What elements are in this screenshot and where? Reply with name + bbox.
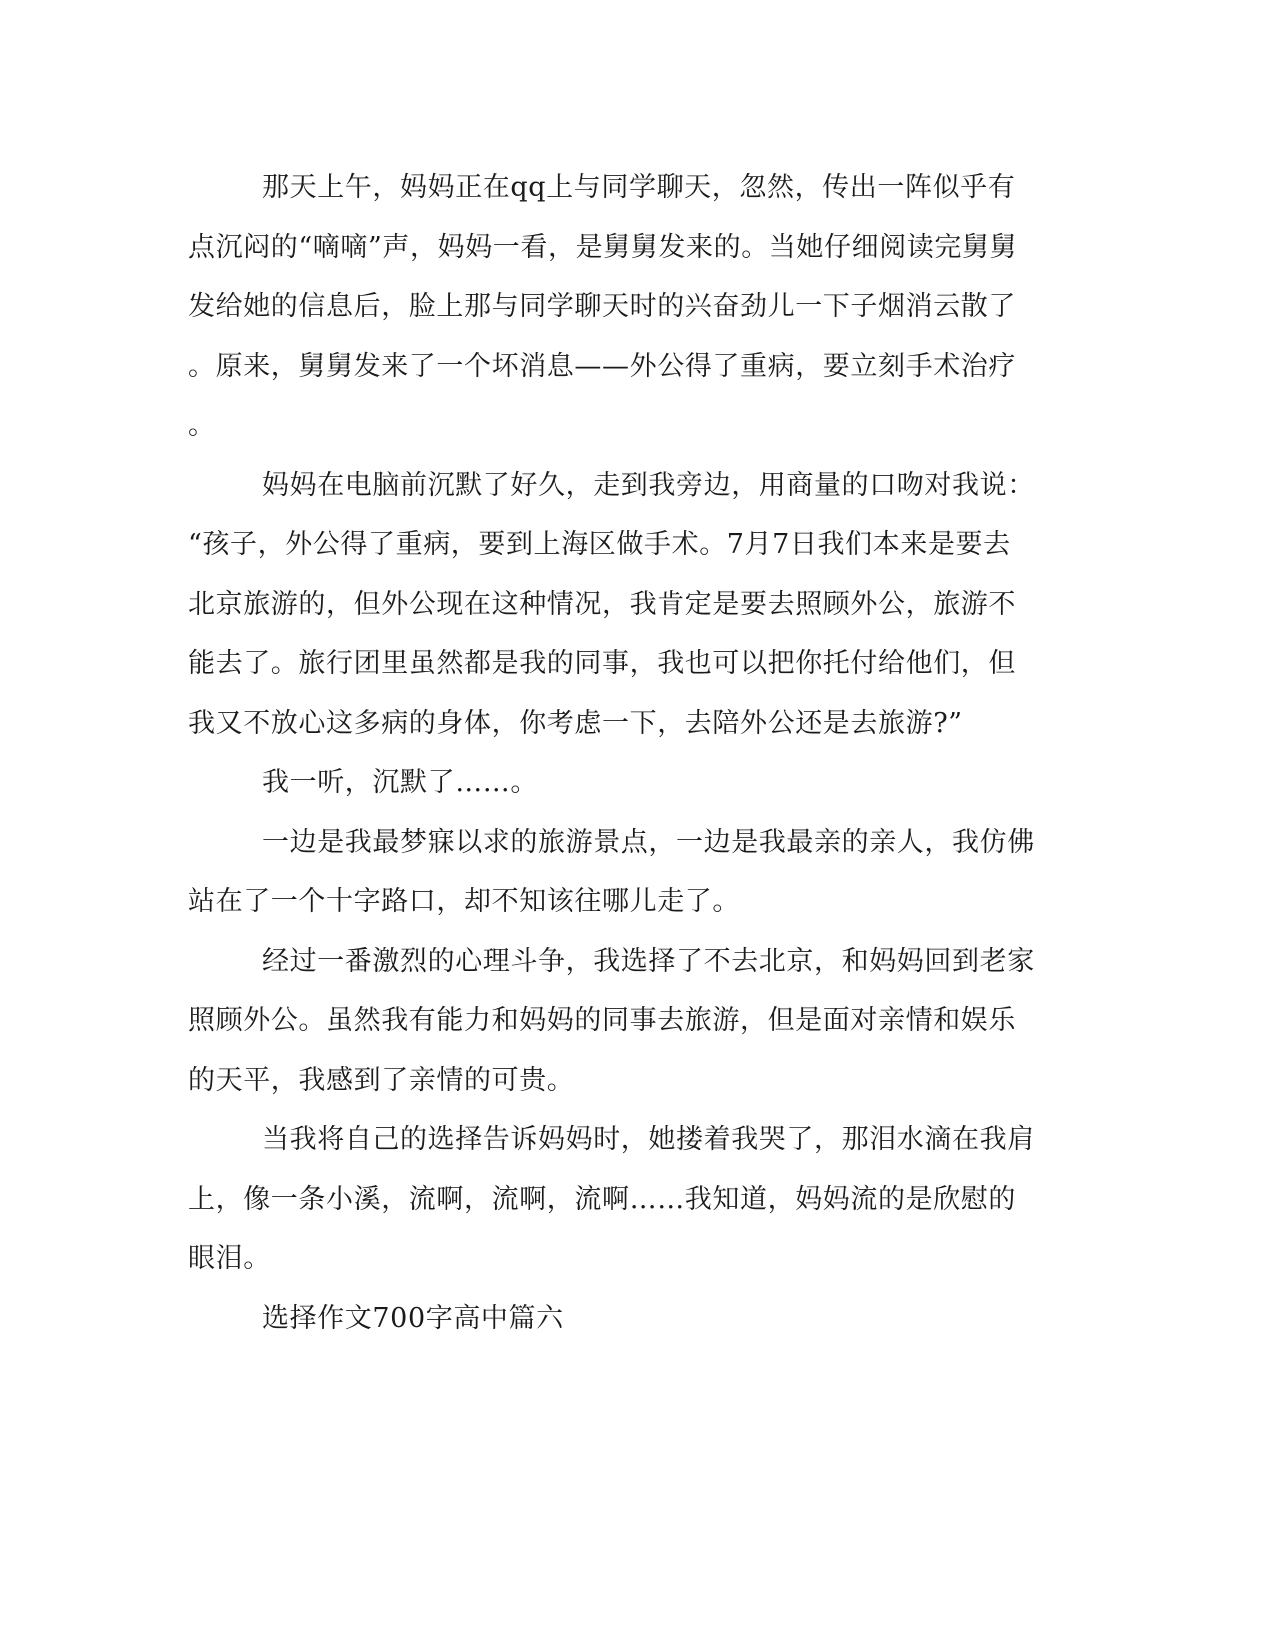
text-line: 北京旅游的，但外公现在这种情况，我肯定是要去照顾外公，旅游不	[188, 588, 1016, 620]
text-line: 。	[188, 410, 216, 441]
paragraph-1	[188, 158, 1068, 456]
paragraph-5	[188, 932, 1068, 1111]
paragraph-3	[188, 753, 1068, 813]
text-line: 。原来，舅舅发来了一个坏消息——外公得了重病，要立刻手术治疗	[188, 350, 1016, 382]
text-line: 发给她的信息后，脸上那与同学聊天时的兴奋劲儿一下子烟消云散了	[188, 291, 1016, 322]
text-line: 妈妈在电脑前沉默了好久，走到我旁边，用商量的口吻对我说：	[262, 469, 1035, 501]
text-line: 一边是我最梦寐以求的旅游景点，一边是我最亲的亲人，我仿佛	[262, 826, 1035, 858]
text-line: 点沉闷的“嘀嘀”声，妈妈一看，是舅舅发来的。当她仔细阅读完舅舅	[188, 231, 1018, 263]
text-line: 经过一番激烈的心理斗争，我选择了不去北京，和妈妈回到老家	[262, 945, 1035, 977]
heading-text: 选择作文700字高中篇六	[262, 1302, 564, 1334]
text-line: 我一听，沉默了……。	[262, 767, 538, 798]
text-line: 上，像一条小溪，流啊，流啊，流啊……我知道，妈妈流的是欣慰的	[188, 1183, 1016, 1215]
text-line: 当我将自己的选择告诉妈妈时，她搂着我哭了，那泪水滴在我肩	[262, 1124, 1035, 1155]
section-heading	[188, 1289, 1068, 1349]
text-line: 照顾外公。虽然我有能力和妈妈的同事去旅游，但是面对亲情和娱乐	[188, 1005, 1016, 1036]
text-line: “孩子，外公得了重病，要到上海区做手术。7月7日我们本来是要去	[188, 529, 1011, 560]
paragraph-4	[188, 813, 1068, 932]
document-body	[188, 158, 1068, 1348]
text-line: 那天上午，妈妈正在qq上与同学聊天，忽然，传出一阵似乎有	[262, 172, 1016, 203]
paragraph-6	[188, 1110, 1068, 1289]
text-line: 眼泪。	[188, 1243, 271, 1274]
text-line: 站在了一个十字路口，却不知该往哪儿走了。	[188, 886, 740, 917]
text-line: 我又不放心这多病的身体，你考虑一下，去陪外公还是去旅游?”	[188, 707, 963, 739]
paragraph-2	[188, 456, 1068, 754]
text-line: 能去了。旅行团里虽然都是我的同事，我也可以把你托付给他们，但	[188, 648, 1016, 679]
text-line: 的天平，我感到了亲情的可贵。	[188, 1064, 575, 1096]
